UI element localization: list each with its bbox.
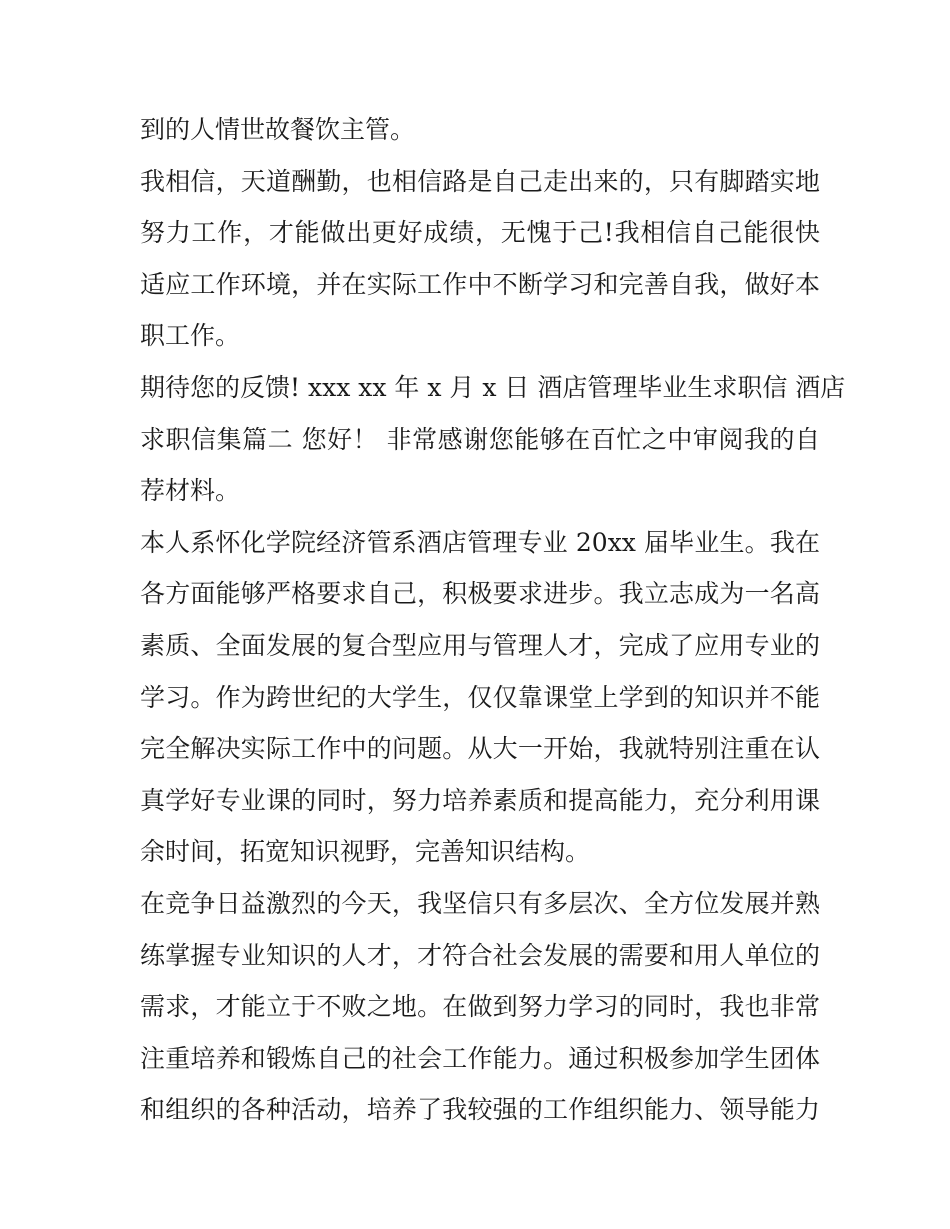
text-line: 本人系怀化学院经济管系酒店管理专业 20xx 届毕业生。我在 <box>140 527 820 557</box>
text-line: 到的人情世故餐饮主管。 <box>140 115 416 144</box>
text-line: 我相信，天道酬勤，也相信路是自己走出来的，只有脚踏实地 <box>140 166 820 196</box>
text-line: 需求，才能立于不败之地。在做到努力学习的同时，我也非常 <box>140 992 820 1022</box>
text-line: 努力工作，才能做出更好成绩，无愧于己!我相信自己能很快 <box>140 218 820 248</box>
text-line: 素质、全面发展的复合型应用与管理人才，完成了应用专业的 <box>140 630 820 660</box>
text-line: 适应工作环境，并在实际工作中不断学习和完善自我，做好本 <box>140 269 820 299</box>
text-line: 完全解决实际工作中的问题。从大一开始，我就特别注重在认 <box>140 734 820 764</box>
text-line: 荐材料。 <box>140 476 241 506</box>
text-line: 在竞争日益激烈的今天，我坚信只有多层次、全方位发展并熟 <box>140 888 820 918</box>
text-line: 期待您的反馈! xxx xx 年 x 月 x 日 酒店管理毕业生求职信 酒店 <box>140 372 846 402</box>
text-line: 注重培养和锻炼自己的社会工作能力。通过积极参加学生团体 <box>140 1043 820 1073</box>
text-line: 职工作。 <box>140 321 241 351</box>
text-line: 真学好专业课的同时，努力培养素质和提高能力，充分利用课 <box>140 785 820 815</box>
text-line: 求职信集篇二 您好！ 非常感谢您能够在百忙之中审阅我的自 <box>140 424 820 454</box>
text-line: 练掌握专业知识的人才，才符合社会发展的需要和用人单位的 <box>140 940 820 970</box>
document-body <box>140 104 846 1136</box>
text-line: 和组织的各种活动，培养了我较强的工作组织能力、领导能力 <box>140 1095 820 1125</box>
text-line: 余时间，拓宽知识视野，完善知识结构。 <box>140 837 591 867</box>
text-line: 学习。作为跨世纪的大学生，仅仅靠课堂上学到的知识并不能 <box>140 682 820 712</box>
text-line: 各方面能够严格要求自己，积极要求进步。我立志成为一名高 <box>140 579 820 609</box>
